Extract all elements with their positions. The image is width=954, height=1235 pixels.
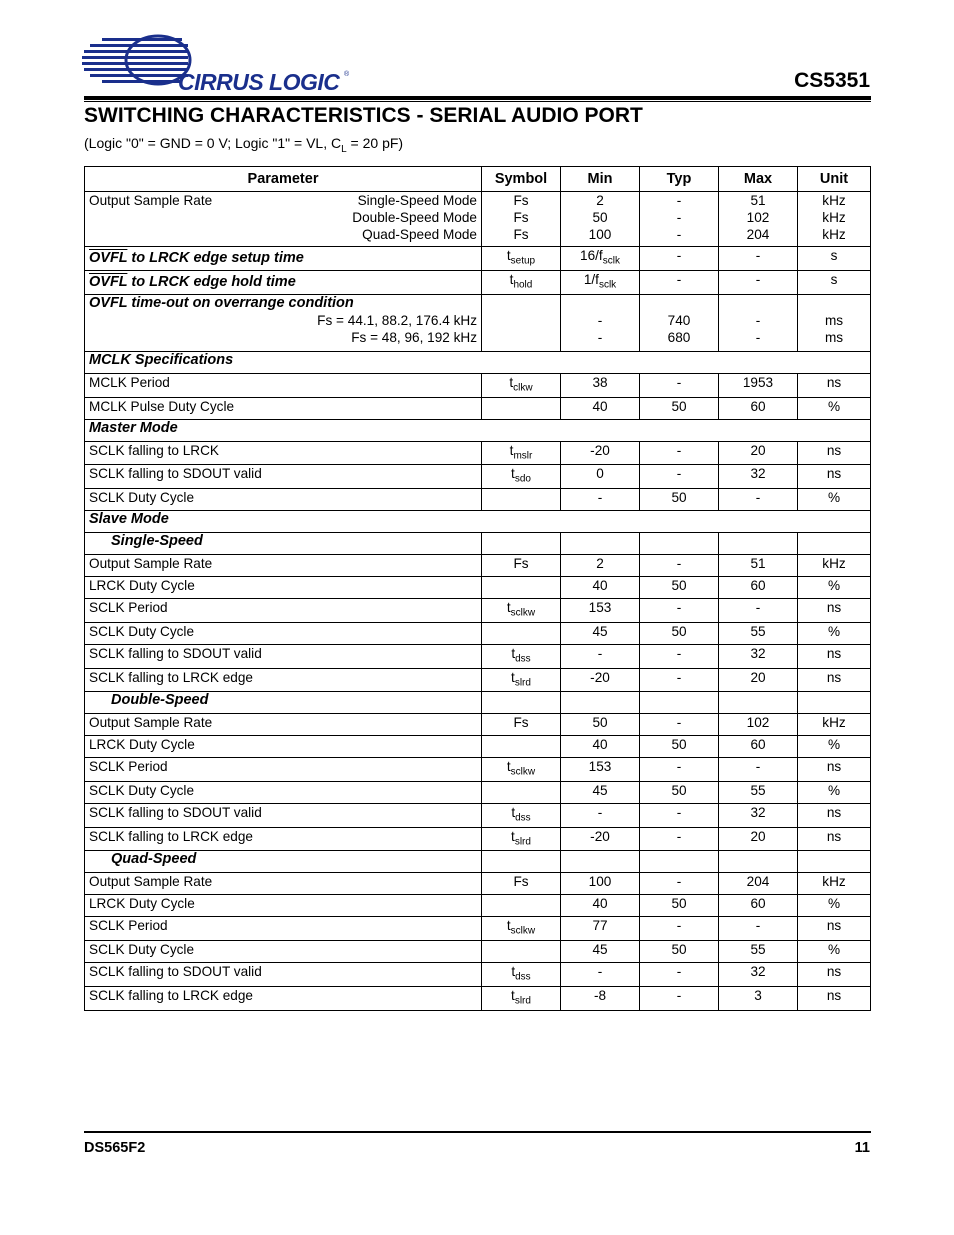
min-cell: - - xyxy=(561,295,640,352)
typ-cell: - xyxy=(640,441,719,465)
unit-cell: ns xyxy=(798,758,871,782)
unit-cell: kHz xyxy=(798,555,871,577)
symbol-cell: $t_{slrd}$ xyxy=(482,668,561,692)
typ-cell: - xyxy=(640,555,719,577)
test-conditions: (Logic "0" = GND = 0 V; Logic "1" = VL, $C_L = 20$ pF) xyxy=(84,135,404,155)
unit-cell: % xyxy=(798,397,871,419)
unit-cell: % xyxy=(798,622,871,644)
typ-cell: - xyxy=(640,873,719,895)
param-cell: LRCK Duty Cycle xyxy=(85,895,482,917)
param-cell: MCLK Period xyxy=(85,374,482,398)
min-cell: 2 xyxy=(561,555,640,577)
min-cell: -8 xyxy=(561,986,640,1010)
col-header-unit: Unit xyxy=(798,167,871,192)
symbol-cell: $t_{setup}$ xyxy=(482,247,561,271)
symbol-cell: $t_{slrd}$ xyxy=(482,986,561,1010)
min-cell: 153 xyxy=(561,758,640,782)
min-cell: -20 xyxy=(561,668,640,692)
table-row xyxy=(85,622,871,644)
min-cell: 45 xyxy=(561,941,640,963)
logo-text: CIRRUS LOGIC xyxy=(178,69,340,94)
max-cell: 32 xyxy=(719,465,798,489)
symbol-cell: Fs xyxy=(482,555,561,577)
symbol-cell xyxy=(482,782,561,804)
page-title: SWITCHING CHARACTERISTICS - SERIAL AUDIO PORT xyxy=(84,104,643,127)
subsection-header-quad-speed: Quad-Speed xyxy=(85,851,482,873)
param-cell: SCLK Duty Cycle xyxy=(85,941,482,963)
section-header-row xyxy=(85,352,871,374)
param-cell: LRCK Duty Cycle xyxy=(85,736,482,758)
min-cell: - xyxy=(561,644,640,668)
max-cell: 51 xyxy=(719,555,798,577)
unit-cell: ns xyxy=(798,441,871,465)
table-row xyxy=(85,577,871,599)
unit-cell: ns xyxy=(798,599,871,623)
min-cell: 0 xyxy=(561,465,640,489)
min-cell: 50 xyxy=(561,714,640,736)
param-cell: SCLK falling to SDOUT valid xyxy=(85,804,482,828)
max-cell: - xyxy=(719,271,798,295)
symbol-cell xyxy=(482,397,561,419)
symbol-cell xyxy=(482,577,561,599)
max-cell: 32 xyxy=(719,963,798,987)
table-row xyxy=(85,895,871,917)
table-row xyxy=(85,397,871,419)
col-header-parameter: Parameter xyxy=(85,167,482,192)
unit-cell: ns xyxy=(798,644,871,668)
typ-cell: - xyxy=(640,758,719,782)
symbol-cell: Fs xyxy=(482,714,561,736)
param-cell: Output Sample Rate xyxy=(85,714,482,736)
table-row xyxy=(85,271,871,295)
table-row xyxy=(85,555,871,577)
symbol-cell: $t_{slrd}$ xyxy=(482,827,561,851)
min-cell: 40 xyxy=(561,397,640,419)
section-header-slave: Slave Mode xyxy=(85,511,871,533)
table-row xyxy=(85,758,871,782)
table-row xyxy=(85,714,871,736)
max-cell: 20 xyxy=(719,668,798,692)
table-row xyxy=(85,804,871,828)
typ-cell: - xyxy=(640,644,719,668)
max-cell: 3 xyxy=(719,986,798,1010)
section-header-row xyxy=(85,419,871,441)
unit-cell: % xyxy=(798,941,871,963)
max-cell: - xyxy=(719,917,798,941)
unit-cell: % xyxy=(798,895,871,917)
param-cell: Output Sample Rate xyxy=(85,555,482,577)
symbol-cell xyxy=(482,895,561,917)
table-row xyxy=(85,963,871,987)
symbol-cell: $t_{dss}$ xyxy=(482,644,561,668)
symbol-cell: $t_{sclkw}$ xyxy=(482,917,561,941)
typ-cell: 50 xyxy=(640,622,719,644)
typ-cell: 50 xyxy=(640,895,719,917)
part-number: CS5351 xyxy=(794,69,870,92)
param-cell: SCLK falling to LRCK edge xyxy=(85,827,482,851)
param-cell: Output Sample Rate Single-Speed Mode Double-Speed Mode Quad-Speed Mode xyxy=(85,192,482,247)
table-row xyxy=(85,917,871,941)
max-cell: - - xyxy=(719,295,798,352)
min-cell: 153 xyxy=(561,599,640,623)
table-row xyxy=(85,441,871,465)
table-row xyxy=(85,873,871,895)
param-cell: SCLK falling to SDOUT valid xyxy=(85,465,482,489)
param-cell: SCLK falling to LRCK xyxy=(85,441,482,465)
max-cell: 1953 xyxy=(719,374,798,398)
min-cell: $16/f_{sclk}$ xyxy=(561,247,640,271)
max-cell: 55 xyxy=(719,622,798,644)
unit-cell: ns xyxy=(798,804,871,828)
subsection-header-row xyxy=(85,851,871,873)
min-cell: - xyxy=(561,489,640,511)
min-cell: -20 xyxy=(561,441,640,465)
symbol-cell xyxy=(482,941,561,963)
typ-cell: - xyxy=(640,986,719,1010)
typ-cell: 50 xyxy=(640,782,719,804)
min-cell: 38 xyxy=(561,374,640,398)
table-row xyxy=(85,782,871,804)
unit-cell: % xyxy=(798,736,871,758)
symbol-cell: $t_{hold}$ xyxy=(482,271,561,295)
max-cell: 60 xyxy=(719,577,798,599)
typ-cell: 740 680 xyxy=(640,295,719,352)
max-cell: 55 xyxy=(719,941,798,963)
max-cell: 60 xyxy=(719,397,798,419)
typ-cell: - xyxy=(640,465,719,489)
section-header-mclk: MCLK Specifications xyxy=(85,352,871,374)
unit-cell: ns xyxy=(798,917,871,941)
unit-cell: ns xyxy=(798,963,871,987)
col-header-typ: Typ xyxy=(640,167,719,192)
param-cell: SCLK falling to SDOUT valid xyxy=(85,963,482,987)
typ-cell: - xyxy=(640,668,719,692)
footer-rule xyxy=(84,1131,871,1133)
subsection-header-row xyxy=(85,692,871,714)
subsection-header-double-speed: Double-Speed xyxy=(85,692,482,714)
table-row xyxy=(85,247,871,271)
unit-cell: kHz xyxy=(798,873,871,895)
param-cell: Output Sample Rate xyxy=(85,873,482,895)
symbol-cell: $t_{sdo}$ xyxy=(482,465,561,489)
min-cell: - xyxy=(561,963,640,987)
typ-cell: - xyxy=(640,917,719,941)
unit-cell: s xyxy=(798,271,871,295)
table-row xyxy=(85,192,871,247)
symbol-cell xyxy=(482,489,561,511)
table-row xyxy=(85,986,871,1010)
param-cell: OVFL time-out on overrange condition Fs = 44.1, 88.2, 176.4 kHz Fs = 48, 96, 192 kHz xyxy=(85,295,482,352)
typ-cell: - xyxy=(640,599,719,623)
page-number: 11 xyxy=(854,1140,870,1156)
symbol-cell xyxy=(482,295,561,352)
symbol-cell: Fs xyxy=(482,873,561,895)
unit-cell: kHz kHz kHz xyxy=(798,192,871,247)
max-cell: 60 xyxy=(719,895,798,917)
symbol-cell: $t_{mslr}$ xyxy=(482,441,561,465)
max-cell: - xyxy=(719,599,798,623)
min-cell: 100 xyxy=(561,873,640,895)
unit-cell: ns xyxy=(798,374,871,398)
symbol-cell: $t_{sclkw}$ xyxy=(482,758,561,782)
svg-text:®: ® xyxy=(344,71,350,78)
param-cell: SCLK Period xyxy=(85,917,482,941)
typ-cell: - xyxy=(640,804,719,828)
min-cell: 45 xyxy=(561,782,640,804)
max-cell: 32 xyxy=(719,644,798,668)
min-cell: - xyxy=(561,804,640,828)
table-row xyxy=(85,465,871,489)
section-header-row xyxy=(85,511,871,533)
table-row xyxy=(85,941,871,963)
param-cell: SCLK Period xyxy=(85,758,482,782)
typ-cell: 50 xyxy=(640,577,719,599)
max-cell: 102 xyxy=(719,714,798,736)
table-row xyxy=(85,827,871,851)
param-cell: SCLK falling to LRCK edge xyxy=(85,986,482,1010)
section-header-master: Master Mode xyxy=(85,419,871,441)
cirrus-logic-logo xyxy=(82,32,362,94)
switching-characteristics-table xyxy=(84,166,871,1011)
max-cell: 51 102 204 xyxy=(719,192,798,247)
col-header-symbol: Symbol xyxy=(482,167,561,192)
typ-cell: - - - xyxy=(640,192,719,247)
typ-cell: 50 xyxy=(640,941,719,963)
symbol-cell xyxy=(482,736,561,758)
table-header-row xyxy=(85,167,871,192)
max-cell: 20 xyxy=(719,827,798,851)
min-cell: -20 xyxy=(561,827,640,851)
table-row xyxy=(85,374,871,398)
unit-cell: ns xyxy=(798,986,871,1010)
symbol-cell: $t_{clkw}$ xyxy=(482,374,561,398)
max-cell: - xyxy=(719,758,798,782)
table-row xyxy=(85,295,871,352)
unit-cell: ms ms xyxy=(798,295,871,352)
unit-cell: kHz xyxy=(798,714,871,736)
max-cell: 60 xyxy=(719,736,798,758)
min-cell: 77 xyxy=(561,917,640,941)
param-cell: SCLK Duty Cycle xyxy=(85,489,482,511)
param-cell: SCLK Period xyxy=(85,599,482,623)
symbol-cell: $t_{dss}$ xyxy=(482,963,561,987)
param-cell: MCLK Pulse Duty Cycle xyxy=(85,397,482,419)
subsection-header-single-speed: Single-Speed xyxy=(85,533,482,555)
typ-cell: - xyxy=(640,271,719,295)
param-cell: SCLK falling to SDOUT valid xyxy=(85,644,482,668)
typ-cell: - xyxy=(640,714,719,736)
col-header-max: Max xyxy=(719,167,798,192)
max-cell: - xyxy=(719,489,798,511)
max-cell: 20 xyxy=(719,441,798,465)
table-row xyxy=(85,668,871,692)
unit-cell: s xyxy=(798,247,871,271)
param-cell: SCLK Duty Cycle xyxy=(85,782,482,804)
symbol-cell: $t_{dss}$ xyxy=(482,804,561,828)
param-cell: SCLK falling to LRCK edge xyxy=(85,668,482,692)
min-cell: 40 xyxy=(561,895,640,917)
max-cell: 55 xyxy=(719,782,798,804)
symbol-cell: Fs Fs Fs xyxy=(482,192,561,247)
min-cell: 40 xyxy=(561,736,640,758)
max-cell: - xyxy=(719,247,798,271)
typ-cell: 50 xyxy=(640,736,719,758)
table-row xyxy=(85,599,871,623)
document-id: DS565F2 xyxy=(84,1140,146,1156)
max-cell: 32 xyxy=(719,804,798,828)
param-cell: OVFL to LRCK edge hold time xyxy=(85,271,482,295)
param-cell: SCLK Duty Cycle xyxy=(85,622,482,644)
param-cell: OVFL to LRCK edge setup time xyxy=(85,247,482,271)
typ-cell: 50 xyxy=(640,489,719,511)
param-cell: LRCK Duty Cycle xyxy=(85,577,482,599)
col-header-min: Min xyxy=(561,167,640,192)
symbol-cell xyxy=(482,622,561,644)
min-cell: 40 xyxy=(561,577,640,599)
header-rule xyxy=(84,96,871,100)
unit-cell: ns xyxy=(798,668,871,692)
unit-cell: % xyxy=(798,489,871,511)
typ-cell: - xyxy=(640,963,719,987)
unit-cell: ns xyxy=(798,465,871,489)
min-cell: 45 xyxy=(561,622,640,644)
symbol-cell: $t_{sclkw}$ xyxy=(482,599,561,623)
table-row xyxy=(85,644,871,668)
typ-cell: - xyxy=(640,247,719,271)
typ-cell: - xyxy=(640,827,719,851)
min-cell: 2 50 100 xyxy=(561,192,640,247)
unit-cell: % xyxy=(798,782,871,804)
typ-cell: - xyxy=(640,374,719,398)
max-cell: 204 xyxy=(719,873,798,895)
subsection-header-row xyxy=(85,533,871,555)
unit-cell: ns xyxy=(798,827,871,851)
table-row xyxy=(85,736,871,758)
typ-cell: 50 xyxy=(640,397,719,419)
table-row xyxy=(85,489,871,511)
unit-cell: % xyxy=(798,577,871,599)
min-cell: $1/f_{sclk}$ xyxy=(561,271,640,295)
